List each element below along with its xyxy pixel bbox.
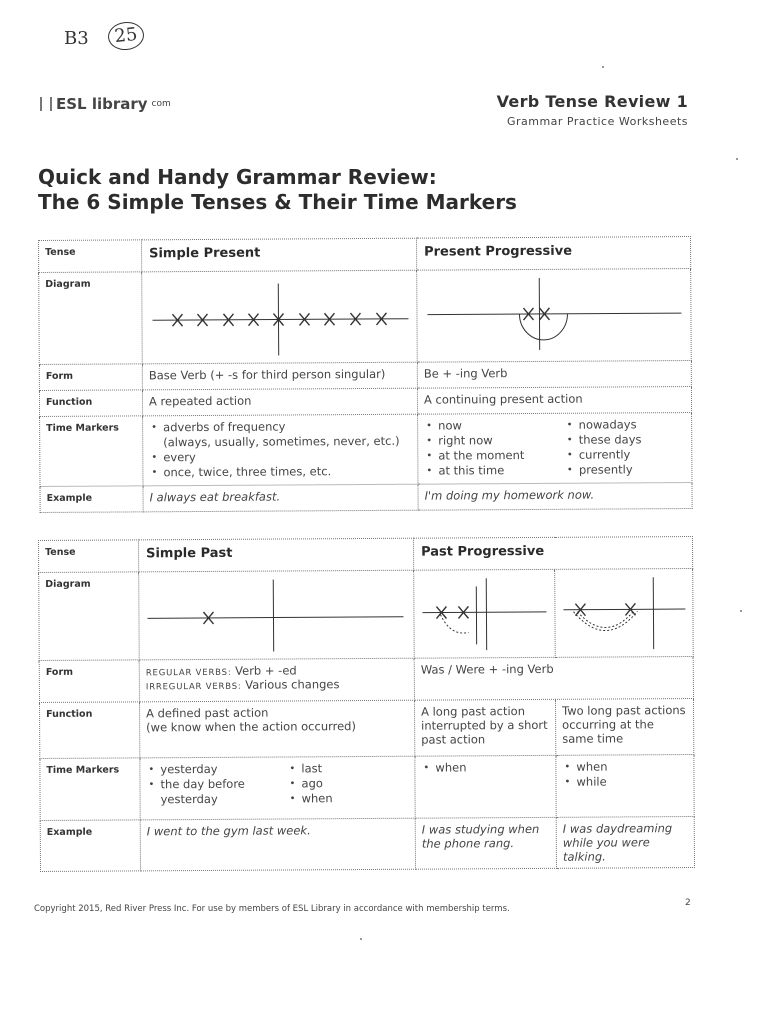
row-label-function: Function	[39, 702, 139, 759]
simple-past-diagram	[139, 570, 415, 660]
table-row	[40, 816, 694, 871]
simple-present-diagram	[142, 270, 418, 364]
list-item: • once, twice, three times, etc.	[149, 464, 411, 481]
list-item: • right now	[424, 433, 545, 449]
row-label-form: Form	[39, 660, 139, 703]
list-item: • ago	[287, 776, 408, 792]
present-progressive-form: Be + -ing Verb	[417, 361, 691, 389]
row-label-form: Form	[39, 364, 142, 391]
scan-speck	[602, 66, 604, 68]
list-item: (always, usually, sometimes, never, etc.)	[163, 433, 400, 450]
scan-speck	[360, 938, 362, 940]
present-progressive-function: A continuing present action	[417, 387, 691, 415]
simple-present-example: I always eat breakfast.	[143, 484, 418, 512]
list-item: • at this time	[424, 463, 545, 479]
list-item: • when	[421, 760, 549, 776]
list-item: • every	[149, 449, 411, 466]
scan-speck	[736, 158, 738, 160]
worksheet-title: Verb Tense Review 1	[496, 92, 688, 111]
list-item: • these days	[565, 432, 686, 448]
row-label-tense: Tense	[39, 240, 142, 273]
row-label-tense: Tense	[39, 540, 139, 573]
past-progressive-markers-interrupted	[415, 755, 556, 818]
row-label-example: Example	[40, 820, 140, 872]
list-item: • when	[562, 759, 687, 775]
table-row	[39, 361, 691, 391]
page-number: 2	[685, 898, 691, 908]
list-item: • yesterday	[146, 762, 267, 778]
simple-past-function	[139, 700, 414, 758]
past-progressive-function-simultaneous: Two long past actions occurring at the same time	[555, 698, 693, 755]
handwritten-label: B3	[64, 28, 89, 49]
row-label-function: Function	[39, 390, 142, 417]
past-progressive-markers-simultaneous	[556, 754, 694, 817]
row-label-diagram: Diagram	[39, 572, 140, 661]
list-item: yesterday	[160, 791, 218, 807]
list-item: • at the moment	[424, 448, 545, 464]
page-title-line1: Quick and Handy Grammar Review:	[38, 165, 437, 189]
list-item: • while	[562, 774, 687, 790]
logo-text: ESL library	[56, 95, 148, 113]
esl-library-logo	[40, 95, 171, 113]
simple-present-function: A repeated action	[142, 388, 417, 416]
regular-verbs-form: Verb + -ed	[235, 663, 297, 678]
present-progressive-heading: Present Progressive	[416, 237, 690, 271]
table-row	[39, 656, 693, 702]
past-progressive-diagram-interrupted	[414, 569, 556, 658]
page-title	[38, 165, 517, 215]
continuing-action-timeline-icon	[423, 273, 683, 355]
list-item: • the day before	[146, 777, 267, 793]
irregular-verbs-label: IRREGULAR VERBS:	[145, 681, 242, 693]
table-row	[40, 413, 692, 487]
list-item: • currently	[565, 447, 686, 463]
present-progressive-markers	[418, 413, 692, 485]
worksheet-header	[497, 92, 688, 128]
simple-past-function-line1: A defined past action	[146, 705, 269, 721]
irregular-verbs-form: Various changes	[245, 677, 340, 692]
worksheet-subtitle: Grammar Practice Worksheets	[506, 115, 688, 128]
table-row	[39, 569, 694, 661]
list-item: • adverbs of frequency	[149, 419, 411, 436]
table-row	[39, 698, 693, 758]
list-item: • presently	[565, 462, 686, 478]
simple-present-form: Base Verb (+ -s for third person singular)	[142, 362, 417, 390]
past-progressive-heading: Past Progressive	[413, 537, 692, 571]
past-tenses-table	[38, 536, 695, 872]
repeated-action-timeline-icon	[148, 275, 408, 357]
past-progressive-diagram-simultaneous	[555, 569, 694, 658]
logo-suffix: com	[151, 99, 171, 109]
simple-past-example: I went to the gym last week.	[140, 818, 415, 871]
present-progressive-example: I'm doing my homework now.	[418, 483, 692, 511]
row-label-example: Example	[40, 486, 143, 513]
past-progressive-form: Was / Were + -ing Verb	[414, 656, 693, 700]
table-row	[39, 387, 691, 417]
simple-past-markers	[140, 756, 415, 820]
handwritten-circled-number: 25	[107, 20, 146, 52]
logo-icon	[40, 97, 52, 111]
list-item: • nowadays	[565, 417, 686, 433]
row-label-diagram: Diagram	[39, 272, 143, 365]
simultaneous-actions-timeline-icon	[561, 573, 687, 650]
regular-verbs-label: REGULAR VERBS:	[145, 667, 232, 679]
list-item: • now	[424, 418, 545, 434]
page-title-line2: The 6 Simple Tenses & Their Time Markers	[38, 190, 517, 214]
present-progressive-diagram	[417, 269, 692, 363]
simple-past-function-line2: (we know when the action occurred)	[146, 719, 356, 735]
past-action-timeline-icon	[145, 575, 405, 653]
row-label-time-markers: Time Markers	[40, 416, 143, 487]
table-row	[40, 483, 692, 513]
simple-present-markers	[143, 414, 418, 486]
simple-past-form	[139, 658, 414, 702]
table-row	[39, 269, 692, 365]
list-item: • when	[288, 791, 409, 807]
past-progressive-example-interrupted: I was studying when the phone rang.	[415, 817, 556, 869]
past-progressive-function-interrupted: A long past action interrupted by a short past action	[414, 699, 555, 756]
row-label-time-markers: Time Markers	[40, 758, 140, 821]
list-item: • last	[287, 761, 408, 777]
past-progressive-example-simultaneous: I was daydreaming while you were talking.	[556, 816, 694, 868]
table-row	[39, 537, 693, 573]
interrupted-action-timeline-icon	[420, 574, 548, 651]
simple-present-heading: Simple Present	[142, 238, 417, 272]
table-row	[40, 754, 694, 820]
scan-speck	[740, 610, 742, 612]
copyright-notice: Copyright 2015, Red River Press Inc. For use by members of ESL Library in accordance with membership terms.	[34, 904, 510, 914]
simple-past-heading: Simple Past	[139, 538, 414, 572]
table-row	[39, 237, 691, 273]
present-tenses-table	[38, 236, 693, 513]
